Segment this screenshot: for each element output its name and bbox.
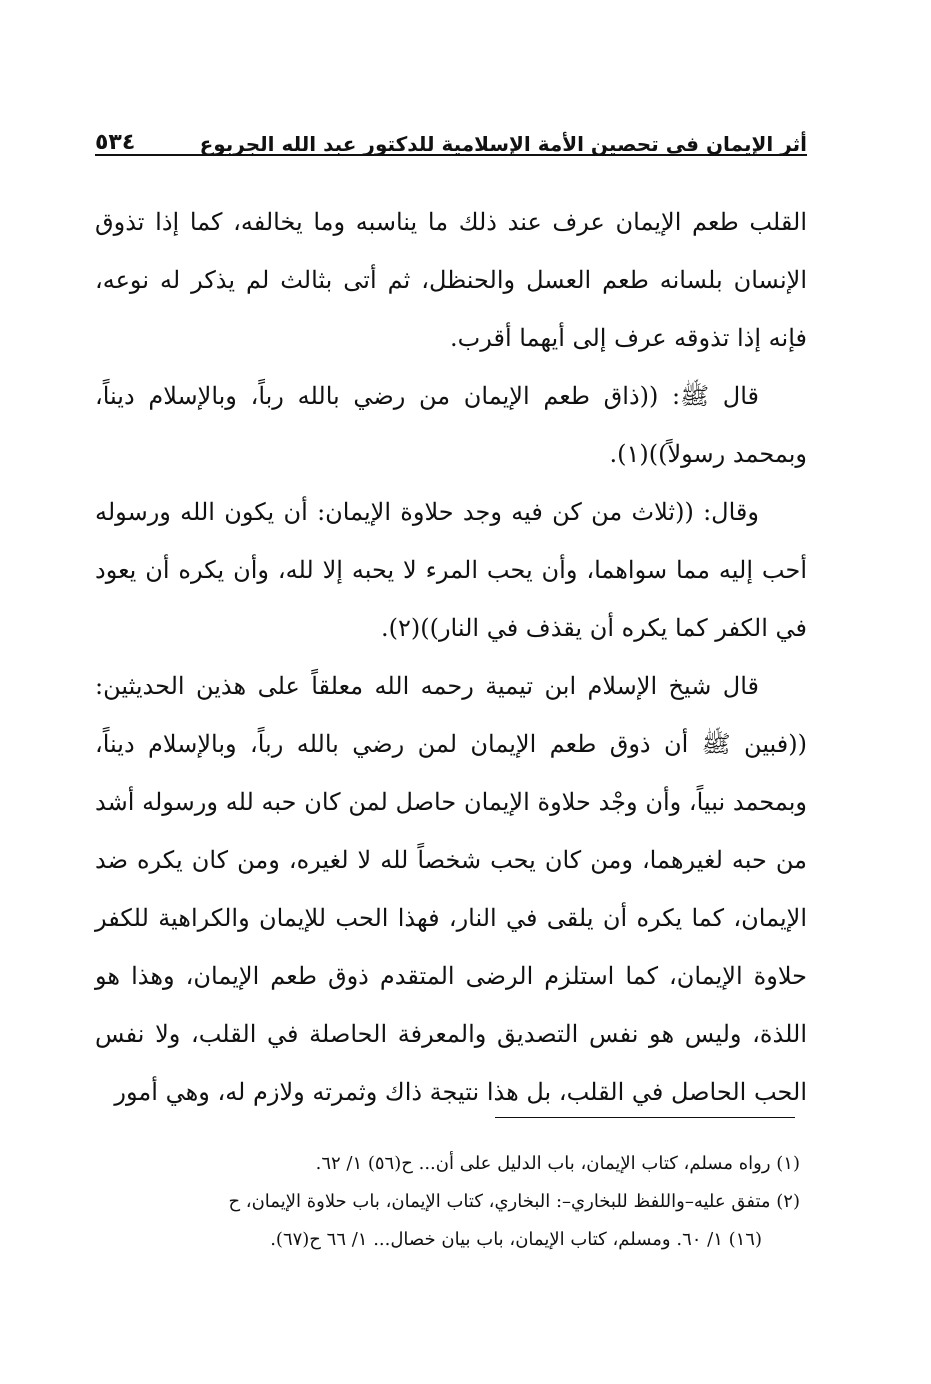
paragraph: قال شيخ الإسلام ابن تيمية رحمه الله معلقاً على هذين الحديثين: ((فبين ﷺ أن ذوق طعم الإيمان لمن رضي بالله رباً، وبالإسلام ديناً، وبمحمد نبياً، وأن وجْد حلاوة الإيمان حاصل لمن كان حبه لله ورسوله أشد من حبه لغيرهما، ومن كان يحب شخصاً لله لا لغيره، ومن كان يكره ضد الإيمان، كما يكره أن يلقى في النار، فهذا الحب للإيمان والكراهية للكفر حلاوة الإيمان، كما استلزم الرضى المتقدم ذوق طعم الإيمان، وهذا هو اللذة، وليس هو نفس التصديق والمعرفة الحاصلة في القلب، ولا نفس الحب الحاصل في القلب، بل هذا نتيجة ذاك وثمرته ولازم له، وهي أمور [95,672,808,1106]
header-divider [95,154,807,156]
footnote: (٢) متفق عليه–واللفظ للبخاري–: البخاري، كتاب الإيمان، باب حلاوة الإيمان، ح [228,1191,800,1212]
running-header [95,110,807,154]
paragraph: القلب طعم الإيمان عرف عند ذلك ما يناسبه وما يخالفه، كما إذا تذوق الإنسان بلسانه طعم العسل والحنظل، ثم أتى بثالث لم يذكر له نوعه، فإنه إذا تذوقه عرف إلى أيهما أقرب. [95,208,807,352]
footnote-continuation: (١٦) ١/ ٦٠. ومسلم، كتاب الإيمان، باب بيان خصال... ١/ ٦٦ ح(٦٧). [270,1229,762,1250]
paragraph: وقال: ((ثلاث من كن فيه وجد حلاوة الإيمان: أن يكون الله ورسوله أحب إليه مما سواهما، وأن يحب المرء لا يحبه إلا لله، وأن يكره أن يعود في الكفر كما يكره أن يقذف في النار))(٢). [95,498,807,642]
footnote: (١) رواه مسلم، كتاب الإيمان، باب الدليل على أن... ح(٥٦) ١/ ٦٢. [315,1153,800,1174]
paragraph: قال ﷺ: ((ذاق طعم الإيمان من رضي بالله رباً، وبالإسلام ديناً، وبمحمد رسولاً))(١). [95,382,807,468]
header-title: أثر الإيمان في تحصين الأمة الإسلامية للدكتور عبد الله الجربوع [199,132,807,156]
page-number: ٥٣٤ [95,130,136,155]
footnotes [95,1145,800,1259]
footnote-divider [495,1117,795,1118]
main-text [95,193,807,1121]
